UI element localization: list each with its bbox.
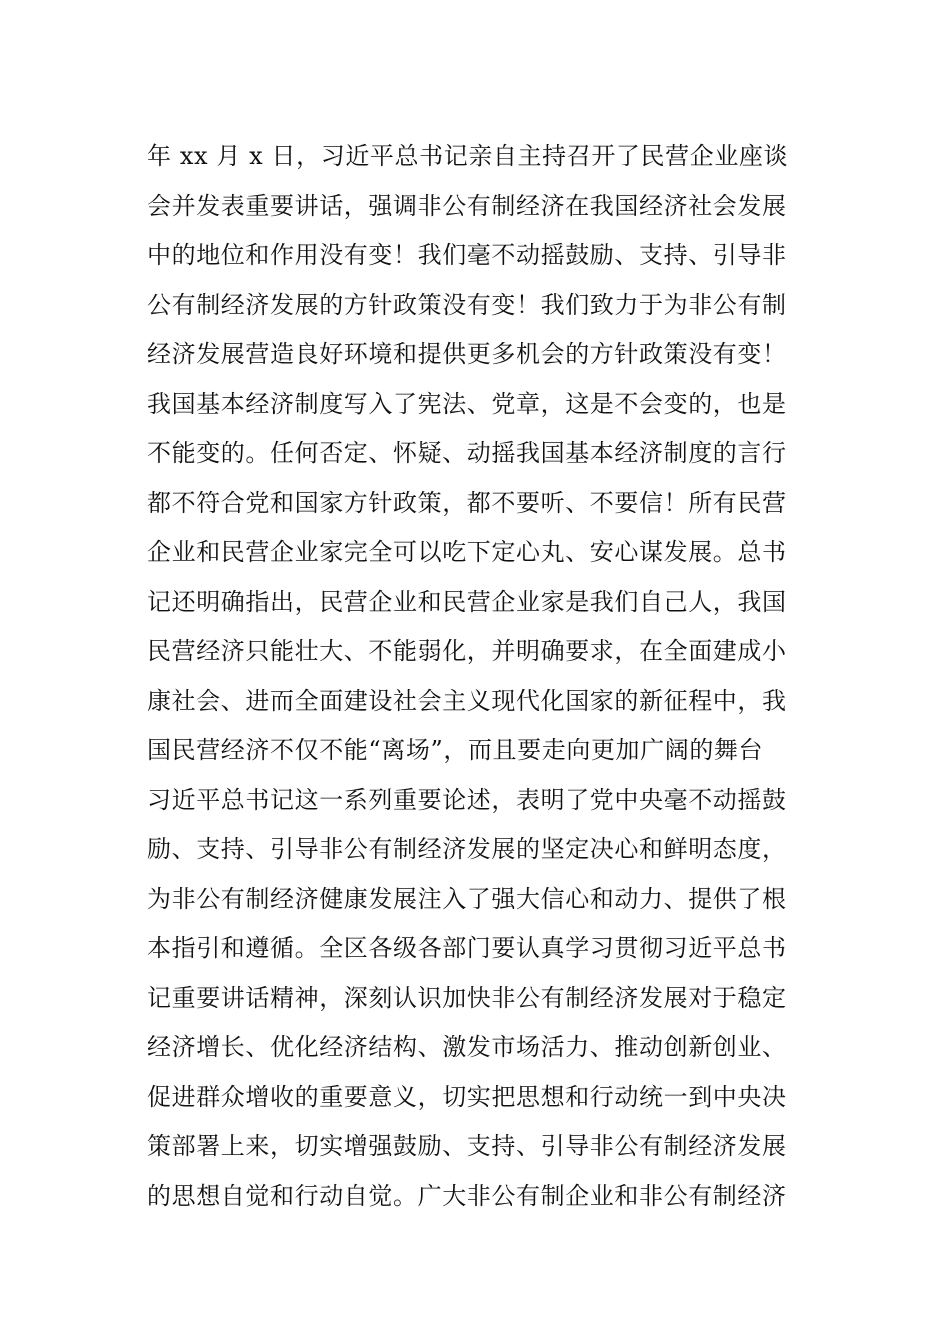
text-line-22: 的思想自觉和行动自觉。广大非公有制企业和非公有制经济 (147, 1181, 787, 1210)
document-body (147, 132, 817, 1221)
text-line-2: 会并发表重要讲话，强调非公有制经济在我国经济社会发展 (147, 191, 787, 220)
text-line-8: 都不符合党和国家方针政策，都不要听、不要信！所有民营 (147, 488, 787, 517)
text-line-4: 公有制经济发展的方针政策没有变！我们致力于为非公有制 (147, 290, 787, 319)
text-line-18: 记重要讲话精神，深刻认识加快非公有制经济发展对于稳定 (147, 983, 787, 1012)
text-line-6: 我国基本经济制度写入了宪法、党章，这是不会变的，也是 (147, 389, 787, 418)
text-line-11: 民营经济只能壮大、不能弱化，并明确要求，在全面建成小 (147, 637, 787, 665)
text-line-9: 企业和民营企业家完全可以吃下定心丸、安心谋发展。总书 (147, 538, 787, 566)
text-line-1: 年 xx 月 x 日，习近平总书记亲自主持召开了民营企业座谈 (147, 142, 789, 170)
text-line-14: 习近平总书记这一系列重要论述，表明了党中央毫不动摇鼓 (147, 785, 787, 814)
text-line-17: 本指引和遵循。全区各级各部门要认真学习贯彻习近平总书 (147, 934, 787, 962)
text-line-21: 策部署上来，切实增强鼓励、支持、引导非公有制经济发展 (147, 1132, 787, 1160)
text-line-5: 经济发展营造良好环境和提供更多机会的方针政策没有变！ (147, 340, 787, 368)
text-line-19: 经济增长、优化经济结构、激发市场活力、推动创新创业、 (147, 1033, 787, 1061)
text-line-20: 促进群众增收的重要意义，切实把思想和行动统一到中央决 (147, 1082, 787, 1111)
text-line-3: 中的地位和作用没有变！我们毫不动摇鼓励、支持、引导非 (147, 241, 787, 269)
text-line-10: 记还明确指出，民营企业和民营企业家是我们自己人，我国 (147, 587, 787, 616)
text-line-12: 康社会、进而全面建设社会主义现代化国家的新征程中，我 (147, 686, 787, 715)
text-line-13: 国民营经济不仅不能“离场”，而且要走向更加广阔的舞台 (147, 736, 764, 764)
text-line-15: 励、支持、引导非公有制经济发展的坚定决心和鲜明态度， (147, 835, 787, 863)
text-line-7: 不能变的。任何否定、怀疑、动摇我国基本经济制度的言行 (147, 439, 787, 467)
text-line-16: 为非公有制经济健康发展注入了强大信心和动力、提供了根 (147, 884, 787, 913)
